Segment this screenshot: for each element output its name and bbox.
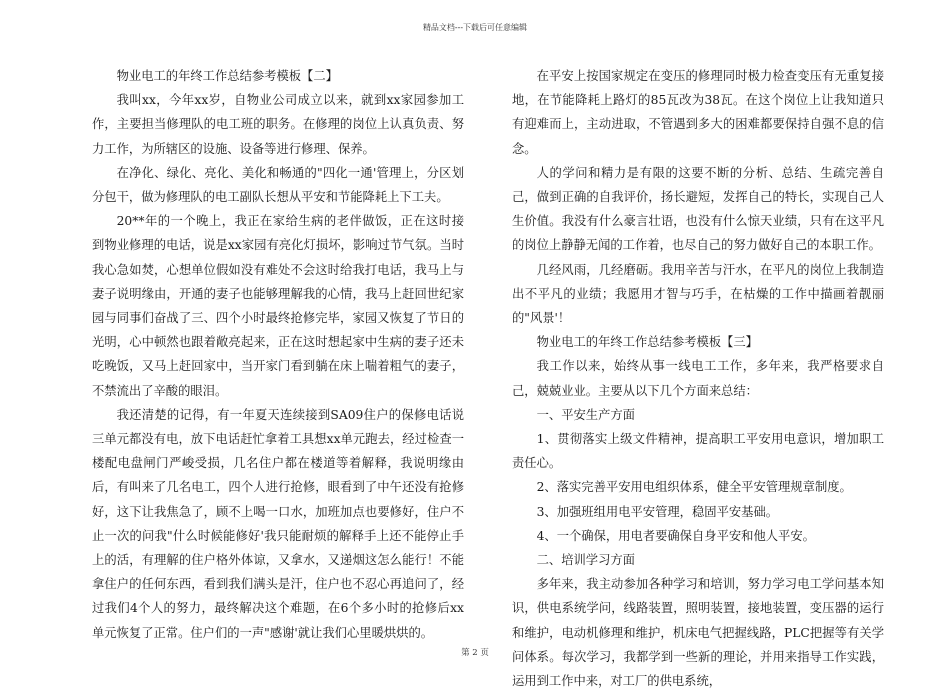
page-number: 第 2 页 [461,648,489,658]
paragraph: 在平安上按国家规定在变压的修理同时极力检查变压有无重复接地，在节能降耗上路灯的85瓦改为38瓦。在这个岗位上让我知道只有迎难而上，主动进取，不管遇到多大的困难都要保持自强不息的信念。 [512,69,884,156]
list-item: 1、贯彻落实上级文件精神，提高职工平安用电意识，增加职工责任心。 [512,432,884,471]
paragraph: 20**年的一个晚上，我正在家给生病的老伴做饭，正在这时接到物业修理的电话，说是xx家园有亮化灯损坏，影响过节气氛。当时我心急如焚，心想单位假如没有难处不会这时给我打电话，我马上与妻子说明缘由，开通的妻子也能够理解我的心情，我马上赶回世纪家园与同事们奋战了三、四个小时最终抢修完毕，家园又恢复了节日的光明，心中顿然也跟着敞亮起来，正在这时想起家中生病的妻子还未吃晚饭，又马上赶回家中，当开家门看到躺在床上喘着粗气的妻子，不禁流出了辛酸的眼泪。 [92,214,464,398]
paragraph: 我还清楚的记得，有一年夏天连续接到SA09住户的保修电话说三单元都没有电，放下电话赶忙拿着工具想xx单元跑去，经过检查一楼配电盘闸门严峻受损，几名住户都在楼道等着解释，我说明缘由后，有叫来了几名电工，四个人进行抢修，眼看到了中午还没有抢修好，这下让我焦急了，顾不上喝一口水，加班加点也要修好，住户不止一次的问我"什么时候能修好'我只能耐烦的解释手上还不能停止手上的活，有理解的住户格外体谅，又拿水，又递烟这怎么能行！不能拿住户的任何东西，看到我们满头是汗，住户也不忍心再追问了，经过我们4个人的努力，最终解决这个难题，在6个多小时的抢修后xx单元恢复了正常。住户们的一声"感谢'就让我们心里暖烘烘的。 [92,407,464,640]
paragraph: 人的学问和精力是有限的这要不断的分析、总结、生疏完善自己，做到正确的自我评价，扬长避短，发挥自己的特长，实现自己人生价值。我没有什么豪言壮语，也没有什么惊天业绩，只有在这平凡的岗位上静静无闻的工作着，也尽自己的努力做好自己的本职工作。 [512,165,884,253]
paragraph: 几经风雨，几经磨砺。我用辛苦与汗水，在平凡的岗位上我制造出不平凡的业绩；我愿用才智与巧手，在枯燥的工作中描画着靓丽的"风景'！ [512,262,884,326]
subheading: 一、平安生产方面 [536,407,635,422]
page-header-note: 精品文档---下载后可任意编辑 [422,23,528,32]
left-text-column [92,64,464,645]
paragraph: 多年来，我主动参加各种学习和培训，努力学习电工学问基本知识，供电系统学问，线路装置，照明装置，接地装置，变压器的运行和维护，电动机修理和维护，机床电气把握线路，PLC把握等有关学问体系。每次学习，我都学到一些新的理论，并用来指导工作实践，运用到工作中来，对工厂的供电系统， [512,577,884,689]
paragraph: 我工作以来，始终从事一线电工工作，多年来，我严格要求自己，兢兢业业。主要从以下几个方面来总结： [512,359,884,398]
section-heading-3: 物业电工的年终工作总结参考模板【三】 [536,335,758,350]
subheading: 二、培训学习方面 [536,553,635,568]
list-item: 2、落实完善平安用电组织体系，健全平安管理规章制度。 [536,480,852,495]
paragraph: 在净化、绿化、亮化、美化和畅通的"四化一通'管理上，分区划分包干，做为修理队的电工副队长想从平安和节能降耗上下工夫。 [92,165,464,205]
paragraph: 我叫xx，今年xx岁，自物业公司成立以来，就到xx家园参加工作，主要担当修理队的电工班的职务。在修理的岗位上认真负责、努力工作，为所辖区的设施、设备等进行修理、保养。 [92,93,464,156]
section-heading-2: 物业电工的年终工作总结参考模板【二】 [116,69,338,83]
list-item: 4、一个确保，用电者要确保自身平安和他人平安。 [536,528,815,543]
right-text-column [512,64,884,693]
list-item: 3、加强班组用电平安管理，稳固平安基础。 [536,504,779,519]
